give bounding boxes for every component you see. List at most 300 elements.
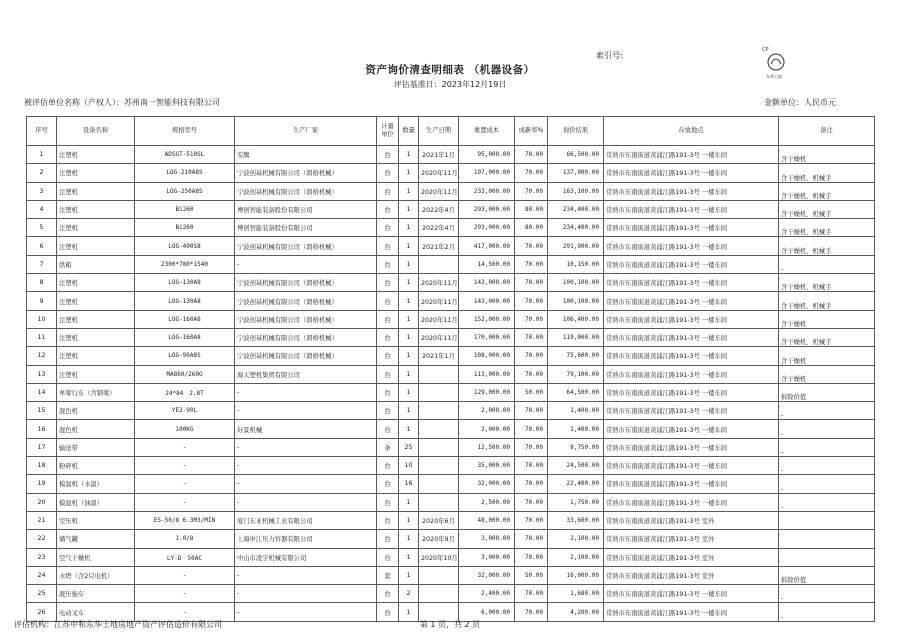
cell-index: 14 xyxy=(27,383,57,401)
cell-remarks: 含干燥机 xyxy=(779,146,875,164)
table-row xyxy=(27,420,875,438)
cell-production-date xyxy=(419,493,459,511)
cell-inquiry-result: 234,400.00 xyxy=(548,219,604,237)
cell-inquiry-result: 79,100.00 xyxy=(548,365,604,383)
cell-remarks: - xyxy=(779,475,875,493)
cell-storage-location: 常熟市东南街道黄浦江路191-3号 一楼车间 xyxy=(604,164,779,182)
cell-newness-rate: 70.00 xyxy=(515,402,548,420)
cell-production-date: 2022年4月 xyxy=(419,219,459,237)
cell-quantity: 1 xyxy=(399,603,419,621)
cell-newness-rate: 70.00 xyxy=(515,146,548,164)
cell-storage-location: 常熟市东南街道黄浦江路191-3号 一楼车间 xyxy=(604,438,779,456)
cell-unit: 台 xyxy=(377,548,399,566)
cell-newness-rate: 70.00 xyxy=(515,548,548,566)
cell-manufacturer: 中山市凌宇机械有限公司 xyxy=(235,548,377,566)
cell-quantity: 1 xyxy=(399,182,419,200)
cell-production-date xyxy=(419,438,459,456)
cell-newness-rate: 80.00 xyxy=(515,200,548,218)
cell-quantity: 1 xyxy=(399,402,419,420)
cell-unit: 套 xyxy=(377,566,399,584)
table-row xyxy=(27,383,875,401)
cell-model: Bi260 xyxy=(135,200,235,218)
cell-replacement-cost: 293,000.00 xyxy=(459,219,515,237)
cell-index: 6 xyxy=(27,237,57,255)
column-header-inquiry-result: 询价结果 xyxy=(548,117,604,146)
cell-remarks: 含干燥机 xyxy=(779,365,875,383)
cell-inquiry-result: 291,900.00 xyxy=(548,237,604,255)
cell-replacement-cost: 129,000.00 xyxy=(459,383,515,401)
cell-equipment-name: 注塑机 xyxy=(57,292,135,310)
cell-quantity: 1 xyxy=(399,310,419,328)
cell-storage-location: 常熟市东南街道黄浦江路191-3号 一楼车间 xyxy=(604,365,779,383)
cell-newness-rate: 70.00 xyxy=(515,457,548,475)
cell-model: 100KG xyxy=(135,420,235,438)
cell-remarks: 拆除价值 xyxy=(779,566,875,584)
cell-replacement-cost: 2,000.00 xyxy=(459,420,515,438)
table-row xyxy=(27,566,875,584)
cell-replacement-cost: 3,000.00 xyxy=(459,548,515,566)
cell-remarks: 含干燥机、机械手 xyxy=(779,274,875,292)
table-row xyxy=(27,219,875,237)
cell-replacement-cost: 3,000.00 xyxy=(459,530,515,548)
cell-inquiry-result: 75,600.00 xyxy=(548,347,604,365)
column-header-model: 规格型号 xyxy=(135,117,235,146)
cell-quantity: 1 xyxy=(399,511,419,529)
cell-equipment-name: 注塑机 xyxy=(57,200,135,218)
cell-unit: 台 xyxy=(377,146,399,164)
table-row xyxy=(27,438,875,456)
cell-quantity: 1 xyxy=(399,530,419,548)
cell-equipment-name: 模温机（油温） xyxy=(57,493,135,511)
cell-storage-location: 常熟市东南街道黄浦江路191-3号 一楼车间 xyxy=(604,475,779,493)
cell-index: 26 xyxy=(27,603,57,621)
cell-model: LOG-160A8 xyxy=(135,328,235,346)
cell-newness-rate: 70.00 xyxy=(515,420,548,438)
cell-replacement-cost: 152,000.00 xyxy=(459,310,515,328)
cell-model: LOG-250A8S xyxy=(135,182,235,200)
cell-unit: 台 xyxy=(377,347,399,365)
cell-index: 7 xyxy=(27,255,57,273)
cell-newness-rate: 50.00 xyxy=(515,566,548,584)
cell-index: 24 xyxy=(27,566,57,584)
cell-index: 17 xyxy=(27,438,57,456)
page-title: 资产询价清查明细表 （机器设备） xyxy=(365,64,535,76)
cell-unit: 台 xyxy=(377,420,399,438)
cell-remarks xyxy=(779,530,875,548)
cell-unit: 台 xyxy=(377,402,399,420)
cell-unit: 台 xyxy=(377,237,399,255)
cell-production-date xyxy=(419,255,459,273)
column-header-storage-location: 存放地点 xyxy=(604,117,779,146)
appraised-entity-name: 被评估单位名称（产权人）：苏州南一智能科技有限公司 xyxy=(24,98,220,107)
table-row xyxy=(27,292,875,310)
table-row xyxy=(27,493,875,511)
cell-newness-rate: 70.00 xyxy=(515,585,548,603)
cell-equipment-name: 模温机（水温） xyxy=(57,475,135,493)
cell-quantity: 1 xyxy=(399,274,419,292)
cell-manufacturer: 宁波创基机械有限公司（朗格机械） xyxy=(235,347,377,365)
cell-equipment-name: 注塑机 xyxy=(57,328,135,346)
cell-equipment-name: 烘箱 xyxy=(57,255,135,273)
cell-storage-location: 常熟市东南街道黄浦江路191-3号 一楼车间 xyxy=(604,146,779,164)
cell-manufacturer: 博创智能装备股份有限公司 xyxy=(235,200,377,218)
table-row xyxy=(27,530,875,548)
cell-model: 1.0/8 xyxy=(135,530,235,548)
cell-production-date: 2020年11月 xyxy=(419,292,459,310)
cell-model: - xyxy=(135,475,235,493)
cell-replacement-cost: 108,000.00 xyxy=(459,347,515,365)
cell-remarks: 含干燥机 xyxy=(779,310,875,328)
cell-model: ADSGT-510SL xyxy=(135,146,235,164)
cell-unit: 台 xyxy=(377,585,399,603)
cell-replacement-cost: 170,000.00 xyxy=(459,328,515,346)
table-row xyxy=(27,475,875,493)
cell-equipment-name: 液压拖车 xyxy=(57,585,135,603)
cell-unit: 台 xyxy=(377,182,399,200)
cell-quantity: 1 xyxy=(399,420,419,438)
cell-unit: 台 xyxy=(377,383,399,401)
cell-newness-rate: 70.00 xyxy=(515,292,548,310)
cell-production-date xyxy=(419,566,459,584)
table-row xyxy=(27,511,875,529)
cell-inquiry-result: 66,500.00 xyxy=(548,146,604,164)
cell-index: 1 xyxy=(27,146,57,164)
cell-index: 10 xyxy=(27,310,57,328)
table-row xyxy=(27,237,875,255)
cell-model: LOG-210A8S xyxy=(135,164,235,182)
cell-storage-location: 常熟市东南街道黄浦江路191-3号 一楼车间 xyxy=(604,328,779,346)
cell-replacement-cost: 417,000.00 xyxy=(459,237,515,255)
cell-newness-rate: 50.00 xyxy=(515,383,548,401)
table-row xyxy=(27,164,875,182)
cell-inquiry-result: 119,000.00 xyxy=(548,328,604,346)
cell-replacement-cost: 2,000.00 xyxy=(459,402,515,420)
column-header-quantity: 数量 xyxy=(399,117,419,146)
page-number: 第 1 页，共 2 页 xyxy=(419,620,481,629)
cell-manufacturer: 好景机械 xyxy=(235,420,377,438)
cell-index: 16 xyxy=(27,420,57,438)
cell-replacement-cost: 113,000.00 xyxy=(459,365,515,383)
cell-newness-rate: 70.00 xyxy=(515,255,548,273)
cell-unit: 台 xyxy=(377,365,399,383)
cell-storage-location: 常熟市东南街道黄浦江路191-3号 一楼车间 xyxy=(604,457,779,475)
cell-inquiry-result: 1,680.00 xyxy=(548,585,604,603)
cell-model: Bi260 xyxy=(135,219,235,237)
cell-manufacturer: 宁波创基机械有限公司（朗格机械） xyxy=(235,328,377,346)
cell-production-date: 2021年2月 xyxy=(419,237,459,255)
cell-manufacturer: - xyxy=(235,585,377,603)
cell-manufacturer: 博创智能装备股份有限公司 xyxy=(235,219,377,237)
cell-replacement-cost: 2,400.00 xyxy=(459,585,515,603)
cell-newness-rate: 70.00 xyxy=(515,475,548,493)
cell-storage-location: 常熟市东南街道黄浦江路191-3号 一楼车间 xyxy=(604,603,779,621)
cell-unit: 台 xyxy=(377,475,399,493)
cell-newness-rate: 70.00 xyxy=(515,328,548,346)
cell-remarks: - xyxy=(779,585,875,603)
cell-equipment-name: 注塑机 xyxy=(57,182,135,200)
cell-replacement-cost: 143,000.00 xyxy=(459,292,515,310)
column-header-replacement-cost: 重置成本 xyxy=(459,117,515,146)
cell-index: 2 xyxy=(27,164,57,182)
cell-newness-rate: 70.00 xyxy=(515,237,548,255)
cell-equipment-name: 混色机 xyxy=(57,402,135,420)
cell-inquiry-result: 1,400.00 xyxy=(548,420,604,438)
cell-model: LY-D 50AC xyxy=(135,548,235,566)
cell-index: 22 xyxy=(27,530,57,548)
cell-remarks: 含干燥机、机械手 xyxy=(779,292,875,310)
table-row xyxy=(27,200,875,218)
cell-index: 21 xyxy=(27,511,57,529)
cell-replacement-cost: 32,000.00 xyxy=(459,566,515,584)
cell-equipment-name: 空气干燥机 xyxy=(57,548,135,566)
cell-newness-rate: 70.00 xyxy=(515,347,548,365)
cell-newness-rate: 70.00 xyxy=(515,164,548,182)
cell-production-date: 2020年6月 xyxy=(419,511,459,529)
cell-storage-location: 常熟市东南街道黄浦江路191-3号 一楼车间 xyxy=(604,383,779,401)
cell-production-date: 2022年4月 xyxy=(419,200,459,218)
cell-remarks xyxy=(779,548,875,566)
cell-manufacturer: 宁波创基机械有限公司（朗格机械） xyxy=(235,274,377,292)
cell-unit: 台 xyxy=(377,219,399,237)
cell-manufacturer: - xyxy=(235,603,377,621)
cell-storage-location: 常熟市东南街道黄浦江路191-3号 室外 xyxy=(604,511,779,529)
cell-quantity: 25 xyxy=(399,438,419,456)
appraisal-agency: 评估机构：江苏中和东华土地房地产资产评估造价有限公司 xyxy=(14,620,222,629)
cell-storage-location: 常熟市东南街道黄浦江路191-3号 室外 xyxy=(604,530,779,548)
cell-quantity: 1 xyxy=(399,566,419,584)
cell-model: LOG-90A8S xyxy=(135,347,235,365)
cell-storage-location: 常熟市东南街道黄浦江路191-3号 一楼车间 xyxy=(604,292,779,310)
cell-model: - xyxy=(135,457,235,475)
cell-manufacturer: 宁波创基机械有限公司（朗格机械） xyxy=(235,292,377,310)
cell-manufacturer: 宁波创基机械有限公司（朗格机械） xyxy=(235,164,377,182)
cell-equipment-name: 输送带 xyxy=(57,438,135,456)
cell-newness-rate: 70.00 xyxy=(515,274,548,292)
cell-manufacturer: 宁波创基机械有限公司（朗格机械） xyxy=(235,237,377,255)
cell-manufacturer: 宁波创基机械有限公司（朗格机械） xyxy=(235,310,377,328)
cell-replacement-cost: 35,000.00 xyxy=(459,457,515,475)
cell-inquiry-result: 1,750.00 xyxy=(548,493,604,511)
column-header-equipment-name: 设备名称 xyxy=(57,117,135,146)
cell-index: 20 xyxy=(27,493,57,511)
cell-newness-rate: 70.00 xyxy=(515,603,548,621)
cell-production-date: 2021年1月 xyxy=(419,347,459,365)
cell-newness-rate: 70.00 xyxy=(515,493,548,511)
index-number-label: 索引号: xyxy=(596,51,623,60)
cell-equipment-name: 空压机 xyxy=(57,511,135,529)
cell-index: 19 xyxy=(27,475,57,493)
cell-unit: 台 xyxy=(377,511,399,529)
cell-model: 24*84 2.8T xyxy=(135,383,235,401)
cell-quantity: 1 xyxy=(399,347,419,365)
cell-newness-rate: 70.00 xyxy=(515,511,548,529)
cell-replacement-cost: 293,000.00 xyxy=(459,200,515,218)
cell-equipment-name: 混色机 xyxy=(57,420,135,438)
cell-replacement-cost: 233,000.00 xyxy=(459,182,515,200)
svg-text:CP: CP xyxy=(762,47,769,53)
cell-quantity: 1 xyxy=(399,292,419,310)
table-row xyxy=(27,328,875,346)
table-row xyxy=(27,548,875,566)
cell-equipment-name: 注塑机 xyxy=(57,237,135,255)
cell-remarks: 含干燥机、机械手 xyxy=(779,328,875,346)
cell-remarks: 含干燥机、机械手 xyxy=(779,164,875,182)
cell-storage-location: 常熟市东南街道黄浦江路191-3号 一楼车间 xyxy=(604,402,779,420)
cell-manufacturer: 海天塑机集团有限公司 xyxy=(235,365,377,383)
cell-inquiry-result: 163,100.00 xyxy=(548,182,604,200)
cell-replacement-cost: 32,000.00 xyxy=(459,475,515,493)
cell-replacement-cost: 12,500.00 xyxy=(459,438,515,456)
cell-inquiry-result: 100,100.00 xyxy=(548,292,604,310)
column-header-unit: 计量单位 xyxy=(377,117,399,146)
table-row xyxy=(27,255,875,273)
cell-remarks: 含干燥机、机械手 xyxy=(779,182,875,200)
cell-equipment-name: 注塑机 xyxy=(57,365,135,383)
cell-newness-rate: 70.00 xyxy=(515,365,548,383)
cell-quantity: 1 xyxy=(399,548,419,566)
table-row xyxy=(27,365,875,383)
cell-inquiry-result: 100,100.00 xyxy=(548,274,604,292)
column-header-index: 序号 xyxy=(27,117,57,146)
table-header-row xyxy=(27,117,875,146)
cell-unit: 台 xyxy=(377,292,399,310)
cell-model: 2300*780*1540 xyxy=(135,255,235,273)
cell-newness-rate: 70.00 xyxy=(515,530,548,548)
table-row xyxy=(27,402,875,420)
cell-unit: 台 xyxy=(377,493,399,511)
cell-storage-location: 常熟市东南街道黄浦江路191-3号 一楼车间 xyxy=(604,182,779,200)
cell-newness-rate: 70.00 xyxy=(515,438,548,456)
cell-production-date xyxy=(419,457,459,475)
cell-model: - xyxy=(135,603,235,621)
cell-inquiry-result: 4,200.00 xyxy=(548,603,604,621)
currency-unit: 金额单位：人民币元 xyxy=(764,98,836,107)
cell-replacement-cost: 48,000.00 xyxy=(459,511,515,529)
cell-replacement-cost: 6,000.00 xyxy=(459,603,515,621)
equipment-inventory-table xyxy=(26,116,875,622)
cell-inquiry-result: 234,400.00 xyxy=(548,200,604,218)
cell-model: LOG-160A8 xyxy=(135,310,235,328)
cell-unit: 台 xyxy=(377,200,399,218)
table-row xyxy=(27,146,875,164)
cell-model: YE2-90L xyxy=(135,402,235,420)
cell-inquiry-result: 24,500.00 xyxy=(548,457,604,475)
cell-production-date: 2020年10月 xyxy=(419,548,459,566)
cell-manufacturer: 宁波创基机械有限公司（朗格机械） xyxy=(235,182,377,200)
cell-newness-rate: 80.00 xyxy=(515,219,548,237)
cell-remarks: - xyxy=(779,457,875,475)
cell-manufacturer: - xyxy=(235,457,377,475)
cell-index: 8 xyxy=(27,274,57,292)
cell-production-date: 2020年11月 xyxy=(419,274,459,292)
cell-index: 18 xyxy=(27,457,57,475)
cell-index: 12 xyxy=(27,347,57,365)
cell-inquiry-result: 10,150.00 xyxy=(548,255,604,273)
table-row xyxy=(27,274,875,292)
cell-quantity: 1 xyxy=(399,200,419,218)
cell-index: 13 xyxy=(27,365,57,383)
column-header-newness-rate: 成新率% xyxy=(515,117,548,146)
cell-model: - xyxy=(135,493,235,511)
cell-index: 5 xyxy=(27,219,57,237)
cell-replacement-cost: 95,000.00 xyxy=(459,146,515,164)
cell-model: - xyxy=(135,438,235,456)
cell-quantity: 1 xyxy=(399,493,419,511)
cell-production-date xyxy=(419,402,459,420)
cell-storage-location: 常熟市东南街道黄浦江路191-3号 一楼车间 xyxy=(604,219,779,237)
cell-manufacturer: - xyxy=(235,255,377,273)
cell-equipment-name: 注塑机 xyxy=(57,274,135,292)
cell-manufacturer: - xyxy=(235,566,377,584)
cell-newness-rate: 70.00 xyxy=(515,182,548,200)
cell-equipment-name: 单梁行车（含钢梁） xyxy=(57,383,135,401)
cell-equipment-name: 粉碎机 xyxy=(57,457,135,475)
table-row xyxy=(27,310,875,328)
cell-storage-location: 常熟市东南街道黄浦江路191-3号 一楼车间 xyxy=(604,274,779,292)
cell-unit: 台 xyxy=(377,328,399,346)
cell-index: 9 xyxy=(27,292,57,310)
cell-manufacturer: - xyxy=(235,438,377,456)
cell-inquiry-result: 137,900.00 xyxy=(548,164,604,182)
cell-equipment-name: 水塔（含2只电机） xyxy=(57,566,135,584)
cell-remarks: 含干燥机、机械手 xyxy=(779,219,875,237)
cell-manufacturer: 厦门东亚机械工业有限公司 xyxy=(235,511,377,529)
cell-inquiry-result: 22,400.00 xyxy=(548,475,604,493)
cell-model: - xyxy=(135,566,235,584)
cell-inquiry-result: 16,000.00 xyxy=(548,566,604,584)
cell-manufacturer: 安腾 xyxy=(235,146,377,164)
cell-unit: 台 xyxy=(377,164,399,182)
cell-production-date xyxy=(419,475,459,493)
cell-storage-location: 常熟市东南街道黄浦江路191-3号 一楼车间 xyxy=(604,310,779,328)
cell-quantity: 10 xyxy=(399,457,419,475)
cell-model: LOG-130A8 xyxy=(135,274,235,292)
cell-unit: 台 xyxy=(377,310,399,328)
cell-remarks: - xyxy=(779,420,875,438)
cell-storage-location: 常熟市东南街道黄浦江路191-3号 一楼车间 xyxy=(604,493,779,511)
cell-storage-location: 常熟市东南街道黄浦江路191-3号 室外 xyxy=(604,566,779,584)
cell-remarks: - xyxy=(779,255,875,273)
cell-inquiry-result: 2,100.00 xyxy=(548,548,604,566)
column-header-remarks: 备注 xyxy=(779,117,875,146)
cell-quantity: 2 xyxy=(399,585,419,603)
cell-equipment-name: 注塑机 xyxy=(57,219,135,237)
cell-production-date xyxy=(419,420,459,438)
cell-unit: 条 xyxy=(377,438,399,456)
cell-quantity: 1 xyxy=(399,255,419,273)
cell-model: MA860/260G xyxy=(135,365,235,383)
cell-inquiry-result: 64,500.00 xyxy=(548,383,604,401)
cell-replacement-cost: 2,500.00 xyxy=(459,493,515,511)
cell-production-date: 2020年9月 xyxy=(419,530,459,548)
cell-unit: 台 xyxy=(377,603,399,621)
cell-remarks: - xyxy=(779,493,875,511)
cell-quantity: 16 xyxy=(399,475,419,493)
cell-remarks: - xyxy=(779,603,875,621)
cell-equipment-name: 储气罐 xyxy=(57,530,135,548)
cell-equipment-name: 注塑机 xyxy=(57,347,135,365)
cell-replacement-cost: 197,000.00 xyxy=(459,164,515,182)
cell-quantity: 1 xyxy=(399,365,419,383)
cell-quantity: 1 xyxy=(399,146,419,164)
cell-inquiry-result: 33,600.00 xyxy=(548,511,604,529)
cell-model: LOG-400S8 xyxy=(135,237,235,255)
svg-text:东华土地: 东华土地 xyxy=(766,74,782,79)
cell-production-date xyxy=(419,365,459,383)
cell-production-date: 2020年11月 xyxy=(419,310,459,328)
cell-remarks: - xyxy=(779,402,875,420)
cell-index: 11 xyxy=(27,328,57,346)
